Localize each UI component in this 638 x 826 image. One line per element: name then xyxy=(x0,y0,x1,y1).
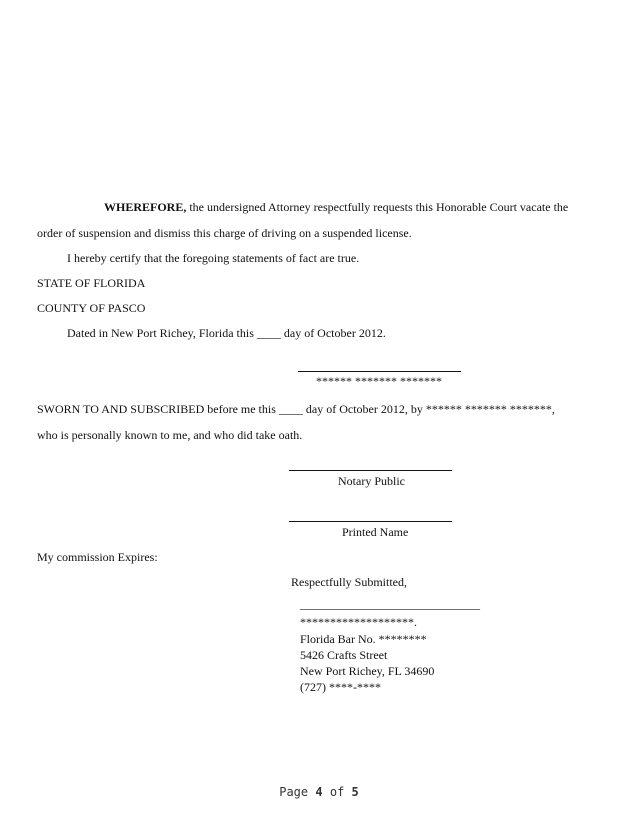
attorney-signature-name: ****** ******* ******* xyxy=(316,374,442,388)
current-page-number: 4 xyxy=(315,785,323,799)
florida-bar-number: Florida Bar No. ******** xyxy=(300,632,427,646)
certify-statement: I hereby certify that the foregoing statements of fact are true. xyxy=(67,251,360,265)
attorney-name: *******************. xyxy=(300,615,417,629)
sworn-statement-continued: who is personally known to me, and who did take oath. xyxy=(37,428,303,442)
state-heading: STATE OF FLORIDA xyxy=(37,276,146,290)
address-city: New Port Richey, FL 34690 xyxy=(300,664,435,678)
attorney-blank-line: ______________________________ xyxy=(300,597,480,611)
respectfully-submitted: Respectfully Submitted, xyxy=(291,575,407,589)
printed-name-label: Printed Name xyxy=(342,525,409,539)
commission-expires: My commission Expires: xyxy=(37,550,158,564)
wherefore-continuation: order of suspension and dismiss this charge of driving on a suspended license. xyxy=(37,226,412,240)
of-word: of xyxy=(329,785,345,799)
sworn-statement: SWORN TO AND SUBSCRIBED before me this ____ day of October 2012, by ****** ******* *******, xyxy=(37,402,555,416)
wherefore-paragraph xyxy=(104,200,568,214)
signature-line-printed-name xyxy=(289,521,452,522)
page-footer xyxy=(0,785,638,799)
county-heading: COUNTY OF PASCO xyxy=(37,301,146,315)
total-pages: 5 xyxy=(351,785,359,799)
address-street: 5426 Crafts Street xyxy=(300,648,388,662)
page-word: Page xyxy=(279,785,309,799)
notary-public-label: Notary Public xyxy=(338,474,405,488)
wherefore-lead: WHEREFORE, xyxy=(104,200,187,214)
signature-line-notary xyxy=(289,470,452,471)
wherefore-text: the undersigned Attorney respectfully requests this Honorable Court vacate the xyxy=(186,200,569,214)
dated-line: Dated in New Port Richey, Florida this ____ day of October 2012. xyxy=(67,326,386,340)
phone-number: (727) ****-**** xyxy=(300,680,381,694)
signature-line-attorney xyxy=(298,371,461,372)
